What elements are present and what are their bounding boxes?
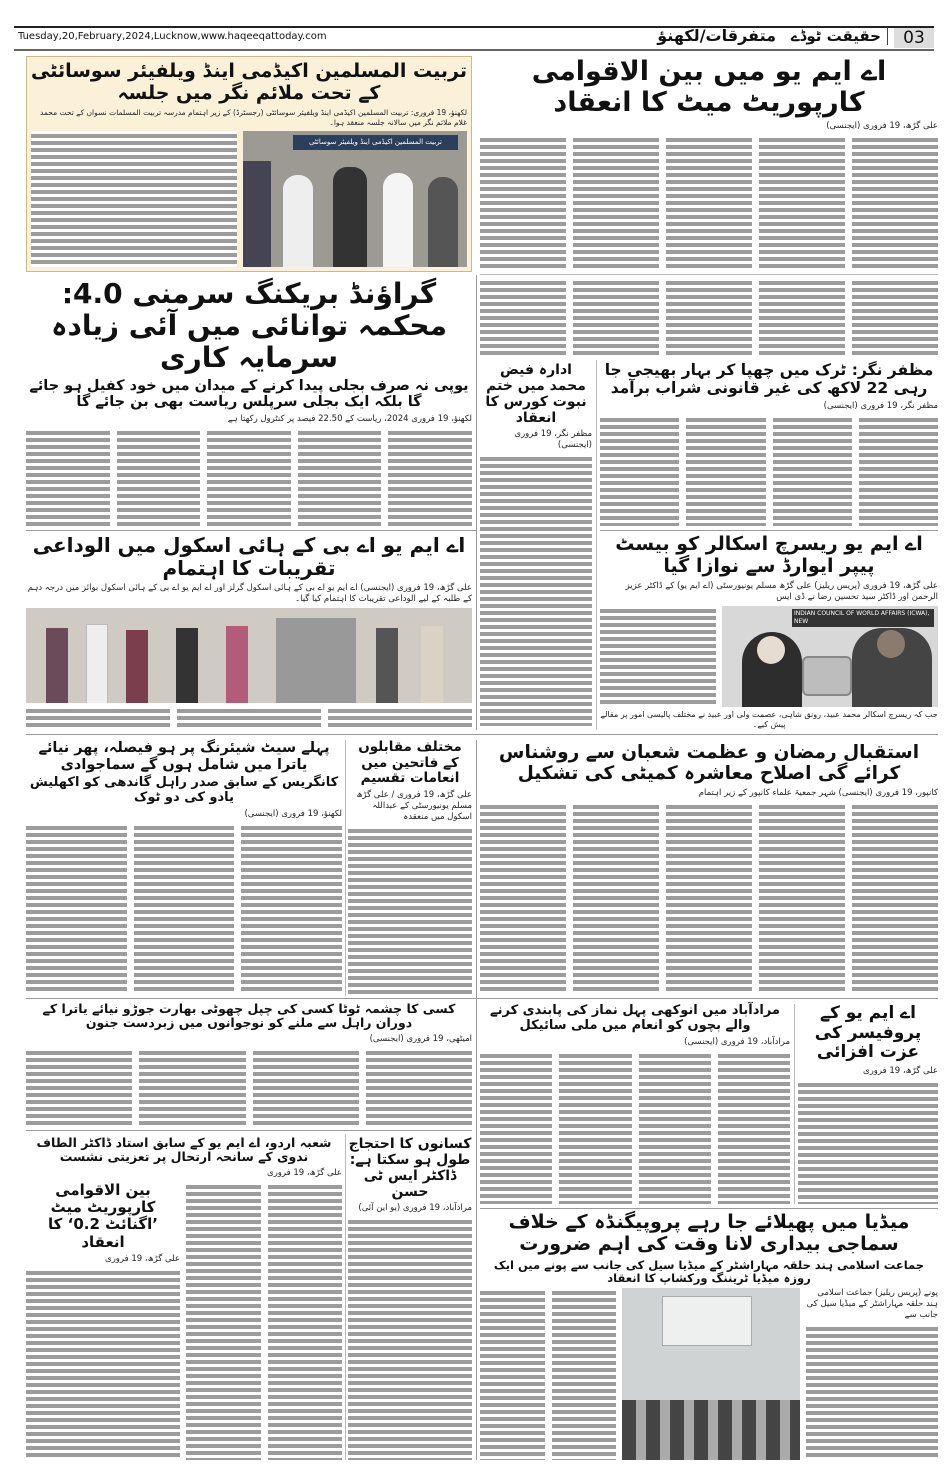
headline: پہلے سیٹ شیئرنگ پر ہو فیصلہ، پھر نیائے یاترا میں شامل ہوں گے سماجوادی — [38, 740, 330, 773]
text-column — [480, 135, 566, 270]
headline: بین الاقوامی کارپوریٹ میٹ ’اگنائٹ 0.2‘ کا انعقاد — [48, 1180, 158, 1251]
headline: کسی کا چشمہ ٹوٹا کسی کی چپل چھوٹی بھارت جوڑو نیائے یاترا کے دوران راہل سے ملنے کو نوجوانوں میں زبردست جنون — [42, 1001, 456, 1031]
article-media — [480, 1212, 938, 1460]
column-rule — [345, 740, 346, 996]
subheadline: کانگریس کے سابق صدر راہل گاندھی کو اکھلیش یادو کی دو ٹوک — [29, 775, 339, 806]
text-column — [348, 826, 472, 994]
article-ground-breaking — [26, 278, 472, 526]
lead: مرادآباد، 19 فروری (یو این آئی) — [358, 1203, 472, 1214]
farewell-photo — [26, 608, 472, 703]
column-rule — [476, 740, 477, 1460]
lead: علی گڑھ، 19 فروری — [267, 1167, 342, 1178]
article-cycle — [480, 1004, 790, 1204]
text-column — [600, 606, 716, 707]
row-rule — [600, 530, 938, 531]
body-text — [480, 802, 938, 994]
body-text — [806, 1324, 938, 1460]
text-column — [852, 278, 938, 356]
article-abk-school — [26, 534, 472, 730]
text-column — [480, 802, 566, 994]
headline: اے ایم یو ریسرچ اسکالر کو بیسٹ پیپر ایوارڈ سے نوازا گیا — [615, 533, 923, 577]
text-column — [177, 706, 321, 730]
row-rule — [26, 734, 938, 735]
headline: مرادآباد میں انوکھی پہل نماز کی پابندی کرنے والے بچوں کو انعام میں ملی سائیکل — [490, 1003, 780, 1033]
text-column — [480, 1288, 545, 1460]
body-text — [480, 135, 938, 270]
headline: شعبہ اردو، اے ایم یو کے سابق استاد ڈاکٹر الطاف ندوی کے سانحہ ارتحال پر تعزیتی نشست — [36, 1135, 332, 1165]
article-tarbiyat — [26, 56, 472, 272]
text-column — [759, 802, 845, 994]
body-text — [348, 1217, 472, 1460]
text-column — [480, 1051, 552, 1204]
row-rule — [26, 1130, 472, 1131]
page-number: 03 — [894, 28, 934, 48]
text-column — [852, 802, 938, 994]
article-urdu-dept — [26, 1136, 342, 1460]
lead: علی گڑھ، 19 فروری — [105, 1253, 180, 1264]
text-column — [26, 1268, 180, 1460]
text-column — [26, 706, 170, 730]
text-column — [26, 823, 127, 994]
text-column — [139, 1048, 245, 1126]
text-column — [686, 415, 765, 526]
body-text — [26, 1268, 180, 1460]
text-column — [666, 278, 752, 356]
text-column — [559, 1051, 631, 1204]
lead: مرادآباد، 19 فروری (ایجنسی) — [684, 1036, 790, 1047]
column-rule — [476, 275, 477, 730]
text-column — [806, 1324, 938, 1460]
lead: علی گڑھ، 19 فروری — [863, 1065, 938, 1076]
text-column — [666, 135, 752, 270]
headline: مختلف مقابلوں کے فاتحین میں انعامات تقسیم — [358, 739, 462, 787]
text-column — [31, 131, 237, 267]
lead: کانپور، 19 فروری (ایجنسی) شہر جمعیۃ علماء کانپور کے زیر اہتمام — [698, 787, 938, 798]
article-rahul-yatra — [26, 1002, 472, 1126]
article-samajwadi — [26, 740, 342, 994]
headline: اے ایم یو اے بی کے ہائی اسکول میں الوداعی تقریبات کا اہتمام — [32, 533, 466, 580]
section-title: متفرقات/لکھنؤ — [657, 26, 776, 45]
text-column — [366, 1048, 472, 1126]
text-column — [348, 1217, 472, 1460]
body-text — [348, 826, 472, 994]
headline: اے ایم یو میں بین الاقوامی کارپوریٹ میٹ کا انعقاد — [531, 56, 887, 119]
text-column — [859, 415, 938, 526]
article-competitions — [348, 740, 472, 994]
row-rule — [26, 998, 938, 999]
text-column — [241, 823, 342, 994]
text-column — [480, 278, 566, 356]
column-rule — [794, 1004, 795, 1204]
text-column — [600, 415, 679, 526]
lead: علی گڑھ، 19 فروری (ایجنسی) — [826, 121, 938, 132]
award-photo — [722, 606, 938, 707]
lead: مظفر نگر، 19 فروری (ایجنسی) — [514, 429, 592, 451]
text-column — [573, 278, 659, 356]
row-rule — [26, 530, 476, 531]
body-text — [480, 454, 592, 726]
lead: مظفر نگر، 19 فروری (ایجنسی) — [823, 400, 938, 411]
body-text-continued — [480, 278, 938, 356]
text-column — [26, 428, 110, 526]
lead: لکھنؤ، 19 فروری: تربیت المسلمین اکیڈمی اینڈ ویلفیئر سوسائٹی (رجسٹرڈ) کے زیر اہتمام مدرسہ تربیت المسلمات نسواں کے تحت محمد غلام ملائم نگر میں سالانہ جلسہ منعقد ہوا۔ — [39, 107, 467, 127]
workshop-photo — [622, 1288, 800, 1460]
body-text — [186, 1182, 342, 1460]
subheadline: جماعت اسلامی ہند حلقہ مہاراشٹر کے میڈیا سیل کی جانب سے پونے میں ایک روزہ میڈیا ٹریننگ ورکشاپ کا انعقاد — [493, 1257, 925, 1285]
lead: امیٹھی، 19 فروری (ایجنسی) — [369, 1033, 472, 1044]
text-column — [388, 428, 472, 526]
text-column — [328, 706, 472, 730]
body-text — [480, 1051, 790, 1204]
article-ignite — [26, 1182, 180, 1460]
lead: علی گڑھ، 19 فروری (ایجنسی) اے ایم یو اے بی کے ہائی اسکول گرلز اور اے ایم یو اے بی کے ہائی اسکول بوائز میں درجہ دہم کے طلبہ کے لیے الوداعی تقریبات کا اہتمام کیا گیا۔ — [27, 583, 472, 604]
text-column — [117, 428, 201, 526]
body-text — [31, 131, 237, 267]
text-column — [552, 1288, 617, 1460]
text-column — [573, 135, 659, 270]
body-text — [26, 428, 472, 526]
text-column — [718, 1051, 790, 1204]
text-column — [666, 802, 752, 994]
lead: لکھنؤ، 19 فروری (ایجنسی) — [244, 809, 342, 820]
text-column — [207, 428, 291, 526]
article-amu-corporate-meet — [480, 56, 938, 270]
headline: گراؤنڈ بریکنگ سرمنی 4.0: محکمہ توانائی میں آئی زیادہ سرمایہ کاری — [51, 277, 447, 375]
body-text — [26, 706, 472, 730]
text-column — [480, 454, 592, 726]
banner-text: تربیت المسلمین اکیڈمی اینڈ ویلفیئر سوسائٹی — [293, 135, 458, 150]
article-farmers — [348, 1136, 472, 1460]
headline: ادارہ فیض محمد میں ختم نبوت کورس کا انعقاد — [485, 362, 587, 427]
row-rule — [480, 1208, 938, 1209]
body-text — [26, 823, 342, 994]
event-photo — [243, 131, 467, 267]
headline: اے ایم یو کے پروفیسر کی عزت افزائی — [814, 1003, 922, 1063]
column-rule — [345, 1134, 346, 1460]
article-muzaffarnagar — [600, 362, 938, 526]
headline: مظفر نگر: ٹرک میں چھپا کر بہار بھیجی جا رہی 22 لاکھ کی غیر قانونی شراب برآمد — [604, 361, 934, 397]
text-column — [639, 1051, 711, 1204]
media-lead-column — [806, 1288, 938, 1460]
lead: علی گڑھ، 19 فروری (پریس ریلیز) علی گڑھ مسلم یونیورسٹی (اے ایم یو) کے ڈاکٹر عزیز الرحمن اور ڈاکٹر سید تحسین رضا نے ڈی ایس — [625, 580, 938, 602]
headline: تربیت المسلمین اکیڈمی اینڈ ویلفیئر سوسائٹی کے تحت ملائم نگر میں جلسہ — [31, 60, 467, 104]
headline: کسانوں کا احتجاج طول ہو سکتا ہے: ڈاکٹر ایس ٹی حسن — [348, 1136, 472, 1201]
text-column — [186, 1182, 261, 1460]
text-column — [573, 802, 659, 994]
text-column — [852, 135, 938, 270]
text-column — [298, 428, 382, 526]
body-text — [600, 606, 716, 707]
subheadline: یوپی نہ صرف بجلی پیدا کرنے کے میدان میں خود کفیل ہو جائے گا بلکہ ایک بجلی سرپلس ریاست بھی بن جائے گا — [29, 377, 469, 411]
headline: میڈیا میں پھیلائے جا رہے پروپیگنڈہ کے خلاف سماجی بیداری لانا وقت کی اہم ضرورت — [508, 1211, 910, 1255]
row-rule — [480, 274, 938, 275]
header-bottom-rule — [14, 49, 934, 51]
text-column — [253, 1048, 359, 1126]
text-column — [773, 415, 852, 526]
dateline: Tuesday,20,February,2024,Lucknow,www.haqeeqattoday.com — [18, 31, 327, 42]
body-text — [480, 1288, 616, 1460]
body-text — [600, 415, 938, 526]
body-text — [26, 1048, 472, 1126]
photo-caption: جب کہ ریسرچ اسکالر محمد عبید، رونق شاہی، عصمت ولی اور عبید نے مختلف پالیسی امور پر مقالے پیش کیے۔ — [600, 710, 938, 729]
text-column — [268, 1182, 343, 1460]
text-column — [759, 278, 845, 356]
masthead-logo: حقیقت ٹوڈے — [780, 27, 888, 45]
text-column — [134, 823, 235, 994]
lead: علی گڑھ، 19 فروری / علی گڑھ مسلم یونیورسٹی کے عبداللہ اسکول میں منعقدہ — [356, 789, 472, 822]
text-column — [798, 1080, 938, 1204]
article-professor — [798, 1004, 938, 1204]
lead: پونے (پریس ریلیز) جماعت اسلامی ہند حلقہ مہاراشٹر کے میڈیا سیل کی جانب سے — [806, 1288, 938, 1321]
body-text — [798, 1080, 938, 1204]
headline: استقبال رمضان و عظمت شعبان سے روشناس کرائے گی اصلاح معاشرہ کمیٹی کی تشکیل — [498, 742, 920, 785]
article-best-paper — [600, 534, 938, 730]
column-rule — [596, 360, 597, 730]
text-column — [26, 1048, 132, 1126]
photo-banner: INDIAN COUNCIL OF WORLD AFFAIRS (ICWA), NEW — [792, 609, 934, 627]
article-faiz-mohammad — [480, 362, 592, 726]
article-ramzan — [480, 742, 938, 994]
lead: لکھنؤ، 19 فروری 2024، ریاست کے 22.50 فیصد پر کنٹرول رکھتا ہے — [227, 413, 472, 424]
text-column — [759, 135, 845, 270]
